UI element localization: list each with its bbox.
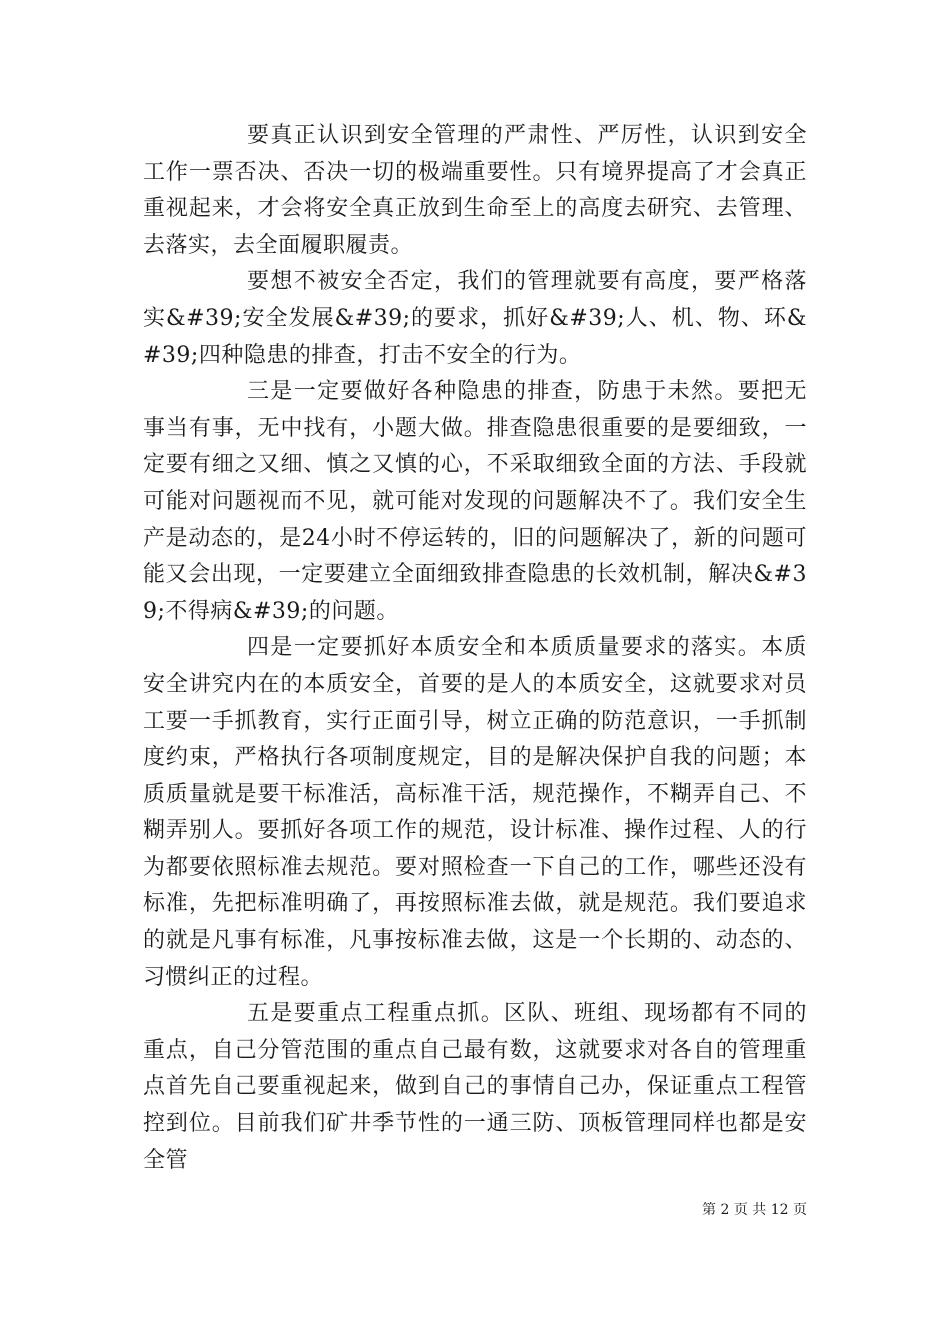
paragraph-4: 四是一定要抓好本质安全和本质质量要求的落实。本质安全讲究内在的本质安全，首要的是人的本质安全，这就要求对员工要一手抓教育，实行正面引导，树立正确的防范意识，一手抓制度约束，严格执行各项制度规定，目的是解决保护自我的问题；本质质量就是要干标准活，高标准干活，规范操作，不糊弄自己、不糊弄别人。要抓好各项工作的规范，设计标准、操作过程、人的行为都要依照标准去规范。要对照检查一下自己的工作，哪些还没有标准，先把标准明确了，再按照标准去做，就是规范。我们要追求的就是凡事有标准，凡事按标准去做，这是一个长期的、动态的、习惯纠正的过程。 xyxy=(143,635,807,990)
document-body xyxy=(143,118,807,1179)
paragraph-1: 要真正认识到安全管理的严肃性、严厉性，认识到安全工作一票否决、否决一切的极端重要性。只有境界提高了才会真正重视起来，才会将安全真正放到生命至上的高度去研究、去管理、去落实，去全面履职履责。 xyxy=(143,123,807,258)
paragraph-2: 要想不被安全否定，我们的管理就要有高度，要严格落实&#39;安全发展&#39;的要求，抓好&#39;人、机、物、环&#39;四种隐患的排查，打击不安全的行为。 xyxy=(143,269,807,368)
paragraph-5: 五是要重点工程重点抓。区队、班组、现场都有不同的重点，自己分管范围的重点自己最有数，这就要求对各自的管理重点首先自己要重视起来，做到自己的事情自己办，保证重点工程管控到位。目前我们矿井季节性的一通三防、顶板管理同样也都是安全管 xyxy=(143,1001,807,1173)
paragraph-3: 三是一定要做好各种隐患的排查，防患于未然。要把无事当有事，无中找有，小题大做。排查隐患很重要的是要细致，一定要有细之又细、慎之又慎的心，不采取细致全面的方法、手段就可能对问题视而不见，就可能对发现的问题解决不了。我们安全生产是动态的，是24小时不停运转的，旧的问题解决了，新的问题可能又会出现，一定要建立全面细致排查隐患的长效机制，解决&#39;不得病&#39;的问题。 xyxy=(143,379,807,624)
page-number-footer: 第 2 页 共 12 页 xyxy=(702,1202,807,1218)
